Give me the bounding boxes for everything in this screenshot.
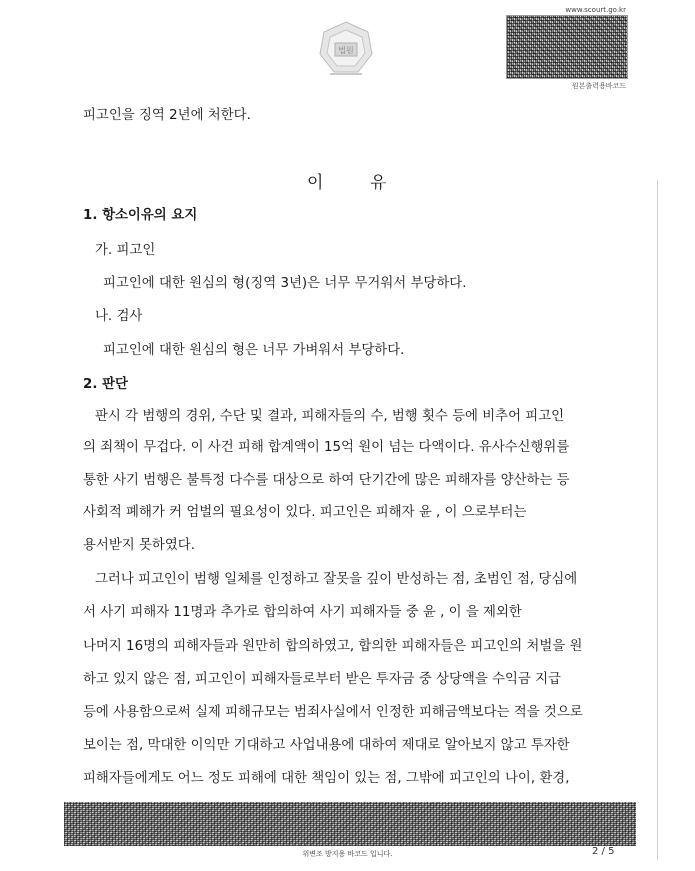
paragraph-line: 서 사기 피해자 11명과 추가로 합의하여 사기 피해자들 중 윤 , 이 을 제외한 xyxy=(83,605,522,620)
scan-edge-line xyxy=(657,180,658,860)
sentence-text: 피고인을 징역 2년에 처한다. xyxy=(83,108,251,123)
emblem-text: 법원 xyxy=(338,46,354,55)
barcode-block xyxy=(506,6,626,91)
section-heading: 2. 판단 xyxy=(83,377,128,392)
paragraph-line: 의 죄책이 무겁다. 이 사건 피해 합계액이 15억 원이 넘는 다액이다. 유사수신행위를 xyxy=(83,440,570,455)
page-number: 2 / 5 xyxy=(592,846,615,857)
paragraph-line: 피해자들에게도 어느 정도 피해에 대한 책임이 있는 점, 그밖에 피고인의 나이, 환경, xyxy=(83,771,570,786)
barcode-url: www.scourt.go.kr xyxy=(565,6,626,14)
paragraph-line: 사회적 폐해가 커 엄벌의 필요성이 있다. 피고인은 피해자 윤 , 이 으로부터는 xyxy=(83,505,527,520)
security-barcode xyxy=(506,15,628,79)
section-heading: 1. 항소이유의 요지 xyxy=(83,208,198,223)
anti-forgery-barcode xyxy=(64,802,636,846)
item-body: 피고인에 대한 원심의 형(징역 3년)은 너무 무거워서 부당하다. xyxy=(103,276,467,291)
paragraph-line: 등에 사용함으로써 실제 피해규모는 범죄사실에서 인정한 피해금액보다는 적을 것으로 xyxy=(83,705,583,720)
item-body: 피고인에 대한 원심의 형은 너무 가벼워서 부당하다. xyxy=(103,343,405,358)
barcode-caption: 원본출력용바코드 xyxy=(571,82,626,90)
paragraph-line: 용서받지 못하였다. xyxy=(83,538,195,553)
paragraph-line: 그러나 피고인이 범행 일체를 인정하고 잘못을 깊이 반성하는 점, 초범인 점, 당심에 xyxy=(95,572,578,587)
paragraph-line: 하고 있지 않은 점, 피고인이 피해자들로부터 받은 투자금 중 상당액을 수익금 지급 xyxy=(83,672,561,687)
reasons-title-char-2: 유 xyxy=(370,173,388,193)
paragraph-line: 보이는 점, 막대한 이익만 기대하고 사업내용에 대하여 제대로 알아보지 않고 투자한 xyxy=(83,738,570,753)
paragraph-line: 판시 각 범행의 경위, 수단 및 결과, 피해자들의 수, 범행 횟수 등에 비추어 피고인 xyxy=(95,409,565,424)
paragraph-line: 통한 사기 범행은 불특정 다수를 대상으로 하여 단기간에 많은 피해자를 양산하는 등 xyxy=(83,473,570,488)
item-label: 가. 피고인 xyxy=(95,243,156,258)
footer-note: 위변조 방지용 바코드 입니다. xyxy=(302,850,393,858)
paragraph-line: 나머지 16명의 피해자들과 원만히 합의하였고, 합의한 피해자들은 피고인의 처벌을 원 xyxy=(83,639,583,654)
reasons-title-char-1: 이 xyxy=(307,173,325,193)
item-label: 나. 검사 xyxy=(95,309,143,324)
court-emblem-icon xyxy=(318,20,374,78)
